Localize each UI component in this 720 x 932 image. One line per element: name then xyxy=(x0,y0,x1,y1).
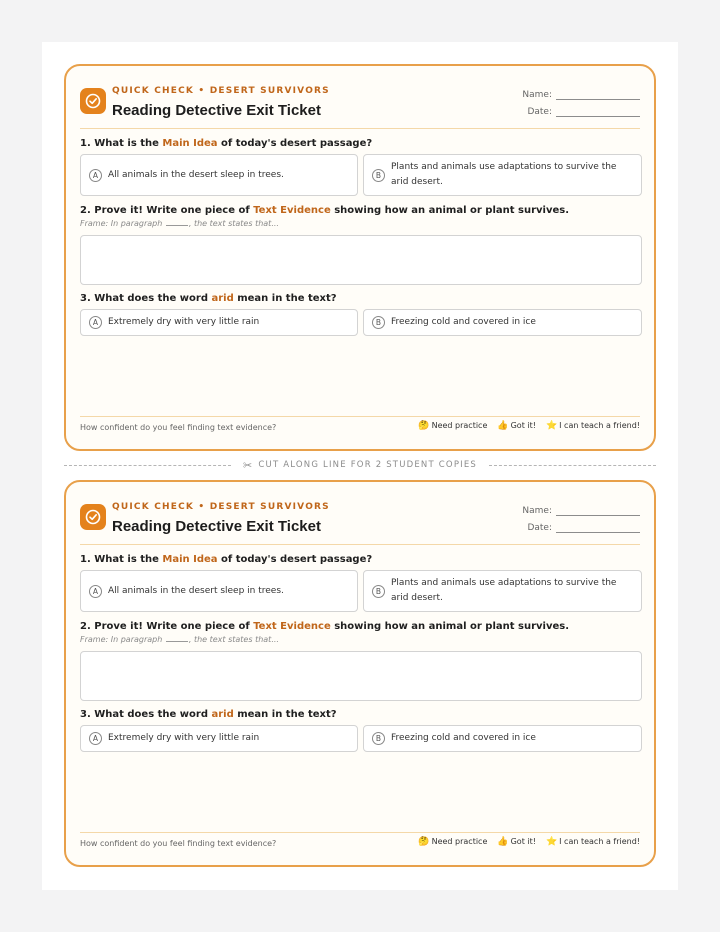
header-divider xyxy=(80,128,640,129)
star-icon: ⭐ xyxy=(545,837,558,847)
option-letter: B xyxy=(372,732,385,745)
header-divider xyxy=(80,544,640,545)
thumbs-up-icon: 👍 xyxy=(497,421,509,431)
confidence-options xyxy=(418,837,640,847)
question-1: 1. What is the Main Idea of today's desert passage? xyxy=(80,554,373,565)
date-label: Date: xyxy=(527,107,552,117)
option-letter: A xyxy=(89,169,102,182)
footer-divider xyxy=(80,416,640,417)
footer-divider xyxy=(80,832,640,833)
date-line[interactable] xyxy=(556,104,640,117)
option-letter: A xyxy=(89,316,102,329)
sentence-frame: Frame: In paragraph , the text states that... xyxy=(80,635,279,644)
option-text: All animals in the desert sleep in trees. xyxy=(108,585,284,596)
vocab-word-highlight: arid xyxy=(211,709,234,720)
date-field[interactable] xyxy=(522,103,640,117)
exit-ticket-2 xyxy=(64,480,656,867)
confidence-question: How confident do you feel finding text evidence? xyxy=(80,423,277,432)
question-2: 2. Prove it! Write one piece of Text Evidence showing how an animal or plant survives. xyxy=(80,205,570,216)
option-text: Extremely dry with very little rain xyxy=(108,733,260,743)
option-text: Plants and animals use adaptations to survive the arid desert. xyxy=(391,578,617,603)
q3-option-a[interactable] xyxy=(80,725,358,752)
name-label: Name: xyxy=(522,90,552,100)
evidence-answer-box[interactable] xyxy=(80,235,642,285)
option-letter: A xyxy=(89,585,102,598)
worksheet-page xyxy=(42,42,678,890)
name-field[interactable] xyxy=(522,86,640,100)
scissors-icon: ✂ xyxy=(242,458,254,472)
q3-option-b[interactable] xyxy=(363,309,642,336)
option-letter: B xyxy=(372,316,385,329)
ticket-title: Reading Detective Exit Ticket xyxy=(112,102,321,119)
star-icon: ⭐ xyxy=(545,421,558,431)
main-idea-highlight: Main Idea xyxy=(162,138,218,149)
date-label: Date: xyxy=(527,523,552,533)
confidence-teach-friend[interactable]: ⭐ I can teach a friend! xyxy=(545,421,640,431)
option-text: Freezing cold and covered in ice xyxy=(391,317,536,327)
paragraph-blank xyxy=(166,218,188,226)
check-badge-icon xyxy=(80,504,106,530)
option-letter: B xyxy=(372,585,385,598)
thumbs-up-icon: 👍 xyxy=(497,837,509,847)
vocab-word-highlight: arid xyxy=(211,293,234,304)
confidence-got-it[interactable]: 👍 Got it! xyxy=(497,421,536,431)
exit-ticket-1 xyxy=(64,64,656,451)
main-idea-highlight: Main Idea xyxy=(162,554,218,565)
sentence-frame: Frame: In paragraph , the text states that... xyxy=(80,219,279,228)
dashed-line-right xyxy=(489,465,656,466)
check-badge-icon xyxy=(80,88,106,114)
ticket-kicker: QUICK CHECK • DESERT SURVIVORS xyxy=(112,86,330,96)
dashed-line-left xyxy=(64,465,231,466)
question-2: 2. Prove it! Write one piece of Text Evidence showing how an animal or plant survives. xyxy=(80,621,570,632)
confidence-got-it[interactable]: 👍 Got it! xyxy=(497,837,536,847)
option-text: Freezing cold and covered in ice xyxy=(391,733,536,743)
question-1: 1. What is the Main Idea of today's desert passage? xyxy=(80,138,373,149)
question-3: 3. What does the word arid mean in the text? xyxy=(80,293,337,304)
confidence-need-practice[interactable]: 🤔 Need practice xyxy=(418,837,488,847)
confidence-teach-friend[interactable]: ⭐ I can teach a friend! xyxy=(545,837,640,847)
name-line[interactable] xyxy=(556,87,640,100)
text-evidence-highlight: Text Evidence xyxy=(253,621,331,632)
date-field[interactable] xyxy=(522,519,640,533)
name-line[interactable] xyxy=(556,503,640,516)
date-line[interactable] xyxy=(556,520,640,533)
q1-option-a[interactable] xyxy=(80,154,358,196)
option-letter: B xyxy=(372,169,385,182)
option-text: Plants and animals use adaptations to survive the arid desert. xyxy=(391,162,617,187)
cut-line xyxy=(64,458,656,472)
thinking-face-icon: 🤔 xyxy=(418,421,430,431)
option-text: All animals in the desert sleep in trees. xyxy=(108,169,284,180)
paragraph-blank xyxy=(166,634,188,642)
q3-option-b[interactable] xyxy=(363,725,642,752)
name-field[interactable] xyxy=(522,502,640,516)
confidence-need-practice[interactable]: 🤔 Need practice xyxy=(418,421,488,431)
text-evidence-highlight: Text Evidence xyxy=(253,205,331,216)
name-label: Name: xyxy=(522,506,552,516)
ticket-kicker: QUICK CHECK • DESERT SURVIVORS xyxy=(112,502,330,512)
option-letter: A xyxy=(89,732,102,745)
option-text: Extremely dry with very little rain xyxy=(108,317,260,327)
q1-option-b[interactable] xyxy=(363,154,642,196)
q1-option-a[interactable] xyxy=(80,570,358,612)
thinking-face-icon: 🤔 xyxy=(418,837,430,847)
evidence-answer-box[interactable] xyxy=(80,651,642,701)
question-3: 3. What does the word arid mean in the text? xyxy=(80,709,337,720)
q3-option-a[interactable] xyxy=(80,309,358,336)
cut-line-label: ✂ CUT ALONG LINE FOR 2 STUDENT COPIES xyxy=(242,458,478,472)
confidence-question: How confident do you feel finding text evidence? xyxy=(80,839,277,848)
q1-option-b[interactable] xyxy=(363,570,642,612)
confidence-options xyxy=(418,421,640,431)
ticket-title: Reading Detective Exit Ticket xyxy=(112,518,321,535)
